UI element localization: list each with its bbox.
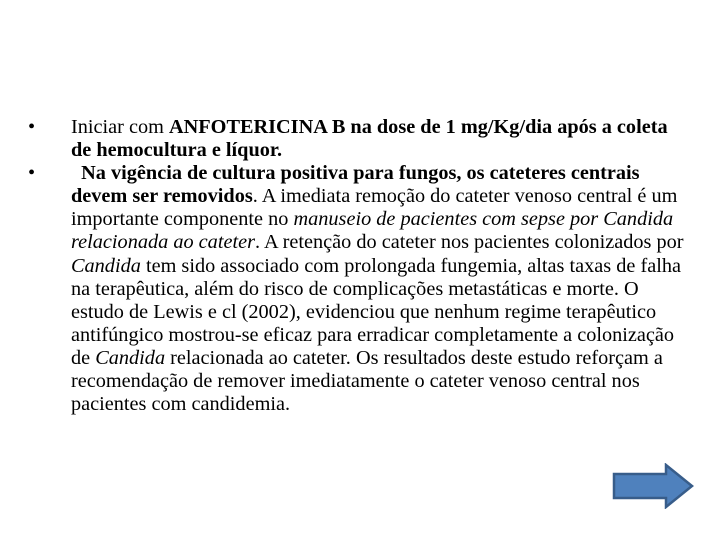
- slide-body: [28, 116, 688, 416]
- right-arrow-icon[interactable]: [614, 465, 692, 507]
- bullet-item: [28, 116, 688, 162]
- bullet-item: [28, 162, 688, 416]
- bullet-bold-text: Na vigência de cultura positiva para fungos, os cateteres centrais devem ser removidos: [71, 162, 640, 208]
- bullet-text: . A retenção do cateter nos pacientes colonizados por: [255, 231, 684, 254]
- bullet-italic-text: manuseio de pacientes com sepse por Candida relacionada ao cateter: [71, 208, 674, 254]
- bullet-text: relacionada ao cateter. Os resultados deste estudo reforçam a recomendação de remover imediatamente o cateter venoso central nos pacientes com candidemia.: [71, 346, 663, 416]
- bullet-bold-text: ANFOTERICINA B na dose de 1 mg/Kg/dia após a coleta de hemocultura e líquor.: [71, 116, 668, 162]
- bullet-text: tem sido associado com prolongada fungemia, altas taxas de falha na terapêutica, além do risco de complicações metastáticas e morte. O estudo de Lewis e cl (2002), evidenciou que nenhum regime terapêutico antifúngico mostrou-se eficaz para erradicar completamente a colonização de: [71, 254, 681, 369]
- bullet-dot: •: [28, 116, 36, 138]
- next-slide-button[interactable]: [612, 463, 694, 509]
- bullet-text: [71, 162, 81, 184]
- bullet-dot: •: [28, 162, 36, 185]
- bullet-text: . A imediata remoção do cateter venoso central é um importante componente no: [71, 185, 678, 231]
- bullet-italic-text: Candida: [71, 254, 141, 277]
- bullet-text: Iniciar com: [71, 116, 169, 138]
- bullet-italic-text: Candida: [95, 346, 166, 369]
